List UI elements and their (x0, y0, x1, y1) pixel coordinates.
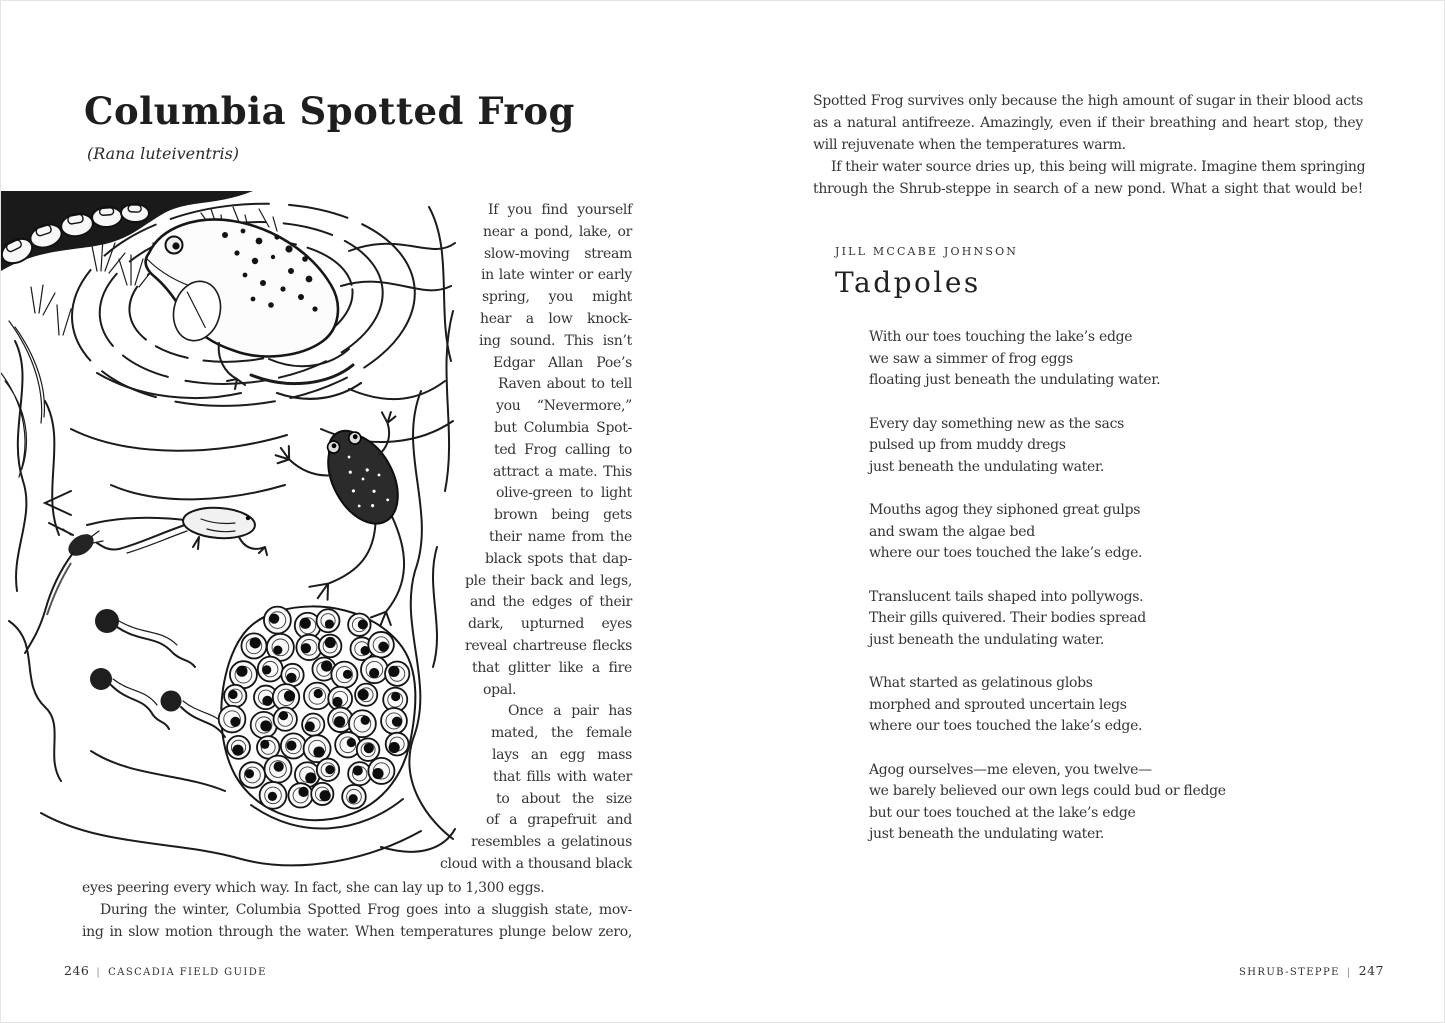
poem-stanza (869, 414, 1226, 479)
tadpoles (90, 609, 227, 737)
column-text-line: in late winter or early (481, 267, 632, 284)
column-text-line: reveal chartreuse flecks (465, 637, 632, 654)
column-text-line: hear a low knock- (480, 310, 632, 327)
continuation-text (813, 90, 1366, 200)
continuation-text-line: through the Shrub-steppe in search of a new pond. What a sight that would be! (813, 181, 1363, 197)
wrapped-text-column (438, 200, 632, 876)
column-text-line: of a grapefruit and (486, 812, 632, 829)
column-text-line: to about the size (496, 790, 632, 807)
column-text-line: black spots that dap- (485, 550, 632, 567)
poem-line: where our toes touched the lake’s edge. (869, 718, 1143, 734)
poem-line: Translucent tails shaped into pollywogs. (869, 588, 1144, 605)
left-footer (64, 963, 267, 978)
column-text-line: but Columbia Spot- (494, 419, 632, 436)
column-text-line: olive-green to light (496, 485, 632, 502)
adult-spotted-frog (146, 219, 361, 398)
continuation-text-line: as a natural antifreeze. Amazingly, even if their breathing and heart stop, they (813, 115, 1363, 131)
column-text-line: slow-moving stream (484, 245, 632, 262)
column-text-line: resembles a gelatinous (471, 834, 632, 851)
column-text-line: lays an egg mass (492, 746, 632, 763)
column-text-line: dark, upturned eyes (468, 616, 632, 633)
poem-line: pulsed up from muddy dregs (869, 437, 1066, 453)
column-text-line: near a pond, lake, or (483, 223, 632, 240)
frog-pond-woodcut-illustration (1, 191, 456, 873)
column-text-line: spring, you might (482, 289, 632, 306)
column-text-line: their name from the (489, 528, 632, 545)
poem-title: Tadpoles (835, 266, 981, 299)
poem-line: just beneath the undulating water. (869, 631, 1104, 648)
poem-line: where our toes touched the lake’s edge. (869, 545, 1143, 561)
body-text (82, 877, 632, 943)
poem-stanza (869, 760, 1226, 846)
column-text-line: cloud with a thousand black (440, 855, 632, 872)
poem-stanza (869, 500, 1226, 565)
section-title: SHRUB-STEPPE (1239, 967, 1340, 978)
column-text-line: ted Frog calling to (494, 441, 632, 458)
column-text-line: ing sound. This isn’t (479, 332, 632, 349)
page-title: Columbia Spotted Frog (84, 89, 575, 133)
poem-line: and swam the algae bed (869, 523, 1035, 540)
poem-line: Agog ourselves—me eleven, you twelve— (869, 761, 1152, 778)
froglet (97, 506, 267, 555)
body-text-line: During the winter, Columbia Spotted Frog goes into a sluggish state, mov- (100, 902, 632, 918)
column-text-line: Raven about to tell (498, 376, 632, 393)
poem-line: morphed and sprouted uncertain legs (869, 696, 1127, 713)
poem-line: just beneath the undulating water. (869, 458, 1104, 475)
page-number: 246 (64, 963, 90, 978)
continuation-text-line: will rejuvenate when the temperatures warm. (813, 137, 1126, 153)
column-text-line: that fills with water (493, 768, 632, 785)
salamander-larva (25, 529, 103, 653)
continuation-text-line: Spotted Frog survives only because the high amount of sugar in their blood acts (813, 93, 1363, 109)
column-text-line: Once a pair has (508, 703, 632, 720)
column-text-line: and the edges of their (470, 594, 632, 611)
footer-divider: | (1346, 967, 1352, 978)
poem-line: Mouths agog they siphoned great gulps (869, 502, 1141, 518)
poem-line: we barely believed our own legs could bud or fledge (869, 783, 1226, 799)
column-text-line: If you find yourself (488, 202, 632, 218)
column-text-line: brown being gets (494, 507, 632, 524)
footer-divider: | (96, 967, 102, 978)
page-left (1, 1, 723, 1023)
page-right (723, 1, 1445, 1023)
poem-stanza (869, 587, 1226, 652)
poem-line: Every day something new as the sacs (869, 415, 1125, 432)
poem-author: JILL MCCABE JOHNSON (835, 245, 1019, 258)
poem-stanza (869, 673, 1226, 738)
column-text-line: mated, the female (491, 725, 632, 742)
page-number: 247 (1358, 963, 1384, 978)
continuation-text-line: If their water source dries up, this being will migrate. Imagine them springing (831, 159, 1366, 175)
poem (869, 327, 1226, 868)
column-text-line: opal. (483, 681, 517, 698)
poem-line: we saw a simmer of frog eggs (869, 350, 1073, 367)
egg-mass (219, 606, 416, 828)
poem-line: just beneath the undulating water. (869, 826, 1104, 842)
book-title: CASCADIA FIELD GUIDE (108, 967, 267, 978)
right-footer (1239, 963, 1384, 978)
poem-stanza (869, 327, 1226, 392)
poem-line: Their gills quivered. Their bodies spread (869, 610, 1146, 626)
body-text-line: ing in slow motion through the water. When temperatures plunge below zero, (82, 924, 632, 940)
poem-line: floating just beneath the undulating water. (869, 372, 1161, 388)
poem-line: but our toes touched at the lake’s edge (869, 804, 1136, 821)
column-text-line: ple their back and legs, (465, 572, 632, 589)
column-text-line: attract a mate. This (493, 463, 632, 480)
species-name: (Rana luteiventris) (87, 144, 240, 163)
poem-line: What started as gelatinous globs (869, 675, 1093, 691)
column-text-line: Edgar Allan Poe’s (493, 354, 632, 371)
column-text-line: that glitter like a fire (472, 659, 632, 676)
poem-line: With our toes touching the lake’s edge (869, 329, 1133, 345)
body-text-line: eyes peering every which way. In fact, she can lay up to 1,300 eggs. (82, 880, 545, 896)
column-text-line: you “Nevermore,” (496, 398, 632, 415)
